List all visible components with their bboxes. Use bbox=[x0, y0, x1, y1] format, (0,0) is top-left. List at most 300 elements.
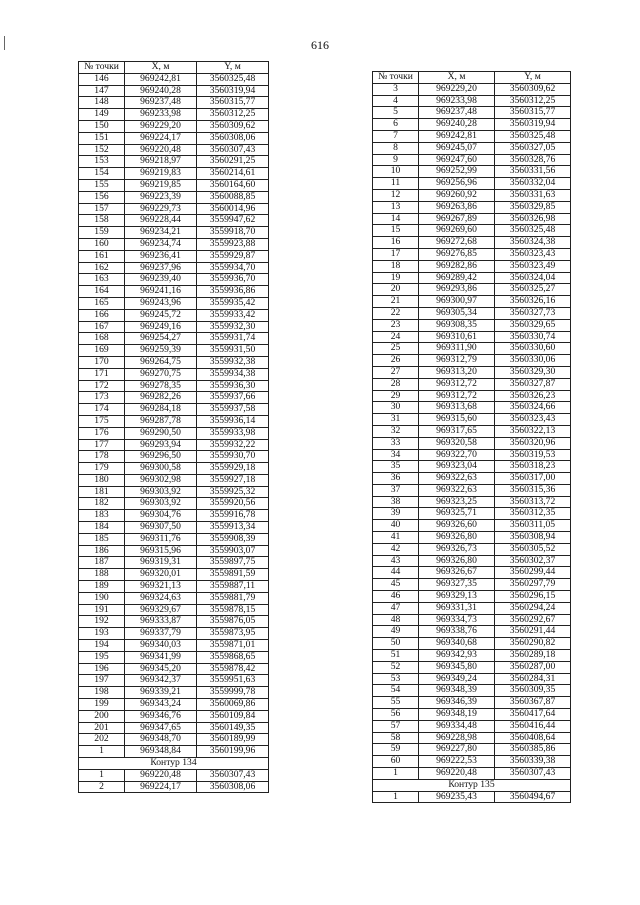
x-coordinate-cell: 969329,13 bbox=[419, 591, 495, 603]
y-coordinate-cell: 3560331,63 bbox=[495, 189, 571, 201]
y-coordinate-cell: 3560308,06 bbox=[197, 781, 269, 793]
y-coordinate-cell: 3559932,38 bbox=[197, 356, 269, 368]
x-coordinate-cell: 969242,81 bbox=[419, 130, 495, 142]
contour-row bbox=[79, 758, 269, 770]
x-coordinate-cell: 969317,65 bbox=[419, 425, 495, 437]
point-number-cell: 175 bbox=[79, 415, 125, 427]
table-row bbox=[79, 498, 269, 510]
table-row bbox=[373, 272, 571, 284]
y-coordinate-cell: 3560319,94 bbox=[197, 85, 269, 97]
x-coordinate-cell: 969322,63 bbox=[419, 473, 495, 485]
point-number-cell: 1 bbox=[79, 746, 125, 758]
x-coordinate-cell: 969269,60 bbox=[419, 225, 495, 237]
point-number-cell: 173 bbox=[79, 392, 125, 404]
point-number-cell: 197 bbox=[79, 675, 125, 687]
y-coordinate-cell: 3560307,43 bbox=[495, 768, 571, 780]
table-row bbox=[373, 178, 571, 190]
x-coordinate-cell: 969234,21 bbox=[125, 227, 197, 239]
y-coordinate-cell: 3560325,48 bbox=[495, 225, 571, 237]
table-row bbox=[79, 227, 269, 239]
x-coordinate-cell: 969245,72 bbox=[125, 309, 197, 321]
table-row bbox=[79, 120, 269, 132]
table-row bbox=[79, 85, 269, 97]
x-coordinate-cell: 969340,68 bbox=[419, 638, 495, 650]
point-number-cell: 59 bbox=[373, 744, 419, 756]
table-row bbox=[373, 591, 571, 603]
x-coordinate-cell: 969243,96 bbox=[125, 297, 197, 309]
x-coordinate-cell: 969300,97 bbox=[419, 296, 495, 308]
x-coordinate-cell: 969249,16 bbox=[125, 321, 197, 333]
table-row bbox=[373, 107, 571, 119]
x-coordinate-cell: 969263,86 bbox=[419, 201, 495, 213]
x-coordinate-cell: 969345,20 bbox=[125, 663, 197, 675]
table-row bbox=[79, 238, 269, 250]
point-number-cell: 54 bbox=[373, 685, 419, 697]
y-coordinate-cell: 3559913,34 bbox=[197, 522, 269, 534]
x-coordinate-cell: 969302,98 bbox=[125, 474, 197, 486]
y-coordinate-cell: 3560329,65 bbox=[495, 319, 571, 331]
x-coordinate-cell: 969304,76 bbox=[125, 510, 197, 522]
x-coordinate-cell: 969289,42 bbox=[419, 272, 495, 284]
y-coordinate-cell: 3560331,56 bbox=[495, 166, 571, 178]
table-row bbox=[79, 451, 269, 463]
table-row bbox=[373, 720, 571, 732]
point-number-cell: 195 bbox=[79, 651, 125, 663]
x-coordinate-cell: 969227,80 bbox=[419, 744, 495, 756]
table-row bbox=[79, 392, 269, 404]
point-number-cell: 200 bbox=[79, 710, 125, 722]
table-row bbox=[373, 260, 571, 272]
table-row bbox=[373, 791, 571, 803]
point-number-cell: 34 bbox=[373, 449, 419, 461]
x-coordinate-cell: 969326,60 bbox=[419, 520, 495, 532]
y-coordinate-cell: 3559930,70 bbox=[197, 451, 269, 463]
point-number-cell: 23 bbox=[373, 319, 419, 331]
x-coordinate-cell: 969315,96 bbox=[125, 545, 197, 557]
y-coordinate-cell: 3560289,18 bbox=[495, 650, 571, 662]
y-coordinate-cell: 3559903,07 bbox=[197, 545, 269, 557]
table-row bbox=[79, 297, 269, 309]
point-number-cell: 156 bbox=[79, 191, 125, 203]
x-coordinate-cell: 969229,20 bbox=[419, 83, 495, 95]
y-coordinate-cell: 3560319,53 bbox=[495, 449, 571, 461]
y-coordinate-cell: 3560299,44 bbox=[495, 567, 571, 579]
table-row bbox=[373, 661, 571, 673]
y-coordinate-cell: 3560326,23 bbox=[495, 390, 571, 402]
table-row bbox=[79, 191, 269, 203]
table-row bbox=[79, 333, 269, 345]
table-row bbox=[373, 331, 571, 343]
table-row bbox=[79, 569, 269, 581]
x-coordinate-cell: 969233,98 bbox=[419, 95, 495, 107]
y-coordinate-cell: 3560149,35 bbox=[197, 722, 269, 734]
point-number-cell: 13 bbox=[373, 201, 419, 213]
table-row bbox=[373, 225, 571, 237]
table-row bbox=[373, 390, 571, 402]
point-number-cell: 167 bbox=[79, 321, 125, 333]
y-coordinate-cell: 3559897,75 bbox=[197, 557, 269, 569]
point-number-cell: 36 bbox=[373, 473, 419, 485]
point-number-cell: 150 bbox=[79, 120, 125, 132]
y-coordinate-cell: 3560323,49 bbox=[495, 260, 571, 272]
point-number-cell: 57 bbox=[373, 720, 419, 732]
table-row bbox=[79, 144, 269, 156]
x-coordinate-cell: 969311,76 bbox=[125, 533, 197, 545]
y-coordinate-cell: 3559935,42 bbox=[197, 297, 269, 309]
y-coordinate-cell: 3559868,65 bbox=[197, 651, 269, 663]
x-coordinate-cell: 969339,21 bbox=[125, 687, 197, 699]
table-row bbox=[373, 296, 571, 308]
header-x: X, м bbox=[419, 72, 495, 84]
point-number-cell: 188 bbox=[79, 569, 125, 581]
x-coordinate-cell: 969220,48 bbox=[125, 769, 197, 781]
table-row bbox=[373, 414, 571, 426]
x-coordinate-cell: 969239,40 bbox=[125, 274, 197, 286]
table-row bbox=[79, 179, 269, 191]
y-coordinate-cell: 3560326,98 bbox=[495, 213, 571, 225]
table-row bbox=[79, 427, 269, 439]
x-coordinate-cell: 969276,85 bbox=[419, 248, 495, 260]
y-coordinate-cell: 3560088,85 bbox=[197, 191, 269, 203]
contour-label: Контур 135 bbox=[373, 779, 571, 791]
x-coordinate-cell: 969345,80 bbox=[419, 661, 495, 673]
y-coordinate-cell: 3560214,61 bbox=[197, 168, 269, 180]
point-number-cell: 42 bbox=[373, 543, 419, 555]
point-number-cell: 11 bbox=[373, 178, 419, 190]
point-number-cell: 39 bbox=[373, 508, 419, 520]
point-number-cell: 14 bbox=[373, 213, 419, 225]
y-coordinate-cell: 3560325,27 bbox=[495, 284, 571, 296]
y-coordinate-cell: 3560332,04 bbox=[495, 178, 571, 190]
y-coordinate-cell: 3560189,99 bbox=[197, 734, 269, 746]
point-number-cell: 148 bbox=[79, 97, 125, 109]
y-coordinate-cell: 3560315,77 bbox=[197, 97, 269, 109]
coordinates-table-right bbox=[372, 71, 571, 803]
point-number-cell: 15 bbox=[373, 225, 419, 237]
x-coordinate-cell: 969322,70 bbox=[419, 449, 495, 461]
table-row bbox=[79, 628, 269, 640]
y-coordinate-cell: 3560494,67 bbox=[495, 791, 571, 803]
table-row bbox=[373, 709, 571, 721]
y-coordinate-cell: 3560309,62 bbox=[197, 120, 269, 132]
table-row bbox=[79, 404, 269, 416]
point-number-cell: 170 bbox=[79, 356, 125, 368]
y-coordinate-cell: 3560014,96 bbox=[197, 203, 269, 215]
x-coordinate-cell: 969341,99 bbox=[125, 651, 197, 663]
x-coordinate-cell: 969329,67 bbox=[125, 604, 197, 616]
table-row bbox=[79, 486, 269, 498]
x-coordinate-cell: 969218,97 bbox=[125, 156, 197, 168]
x-coordinate-cell: 969237,96 bbox=[125, 262, 197, 274]
point-number-cell: 180 bbox=[79, 474, 125, 486]
x-coordinate-cell: 969293,94 bbox=[125, 439, 197, 451]
point-number-cell: 166 bbox=[79, 309, 125, 321]
x-coordinate-cell: 969229,73 bbox=[125, 203, 197, 215]
point-number-cell: 181 bbox=[79, 486, 125, 498]
point-number-cell: 147 bbox=[79, 85, 125, 97]
table-row bbox=[79, 474, 269, 486]
table-row bbox=[373, 425, 571, 437]
x-coordinate-cell: 969300,58 bbox=[125, 463, 197, 475]
table-row bbox=[79, 592, 269, 604]
x-coordinate-cell: 969272,68 bbox=[419, 237, 495, 249]
table-row bbox=[79, 168, 269, 180]
point-number-cell: 196 bbox=[79, 663, 125, 675]
point-number-cell: 159 bbox=[79, 227, 125, 239]
y-coordinate-cell: 3560069,86 bbox=[197, 699, 269, 711]
y-coordinate-cell: 3559876,05 bbox=[197, 616, 269, 628]
point-number-cell: 55 bbox=[373, 697, 419, 709]
y-coordinate-cell: 3559936,30 bbox=[197, 380, 269, 392]
y-coordinate-cell: 3560327,05 bbox=[495, 142, 571, 154]
table-header-row bbox=[373, 72, 571, 84]
point-number-cell: 1 bbox=[373, 768, 419, 780]
x-coordinate-cell: 969348,70 bbox=[125, 734, 197, 746]
x-coordinate-cell: 969222,53 bbox=[419, 756, 495, 768]
point-number-cell: 198 bbox=[79, 687, 125, 699]
x-coordinate-cell: 969311,90 bbox=[419, 343, 495, 355]
point-number-cell: 43 bbox=[373, 555, 419, 567]
x-coordinate-cell: 969270,75 bbox=[125, 368, 197, 380]
table-row bbox=[373, 95, 571, 107]
y-coordinate-cell: 3560315,77 bbox=[495, 107, 571, 119]
y-coordinate-cell: 3560324,04 bbox=[495, 272, 571, 284]
table-row bbox=[79, 581, 269, 593]
point-number-cell: 41 bbox=[373, 532, 419, 544]
x-coordinate-cell: 969256,96 bbox=[419, 178, 495, 190]
table-row bbox=[373, 437, 571, 449]
table-row bbox=[373, 697, 571, 709]
x-coordinate-cell: 969326,73 bbox=[419, 543, 495, 555]
y-coordinate-cell: 3559999,78 bbox=[197, 687, 269, 699]
table-row bbox=[79, 380, 269, 392]
point-number-cell: 10 bbox=[373, 166, 419, 178]
table-row bbox=[373, 154, 571, 166]
point-number-cell: 33 bbox=[373, 437, 419, 449]
coordinates-table-left bbox=[78, 61, 269, 793]
table-row bbox=[79, 109, 269, 121]
x-coordinate-cell: 969282,26 bbox=[125, 392, 197, 404]
table-row bbox=[373, 756, 571, 768]
x-coordinate-cell: 969224,17 bbox=[125, 132, 197, 144]
x-coordinate-cell: 969324,63 bbox=[125, 592, 197, 604]
x-coordinate-cell: 969322,63 bbox=[419, 484, 495, 496]
x-coordinate-cell: 969247,60 bbox=[419, 154, 495, 166]
y-coordinate-cell: 3559929,18 bbox=[197, 463, 269, 475]
y-coordinate-cell: 3559925,32 bbox=[197, 486, 269, 498]
table-row bbox=[373, 768, 571, 780]
table-row bbox=[373, 555, 571, 567]
point-number-cell: 186 bbox=[79, 545, 125, 557]
table-row bbox=[79, 710, 269, 722]
table-row bbox=[373, 189, 571, 201]
point-number-cell: 183 bbox=[79, 510, 125, 522]
point-number-cell: 29 bbox=[373, 390, 419, 402]
x-coordinate-cell: 969240,28 bbox=[419, 119, 495, 131]
point-number-cell: 56 bbox=[373, 709, 419, 721]
x-coordinate-cell: 969245,07 bbox=[419, 142, 495, 154]
header-y: Y, м bbox=[197, 62, 269, 74]
y-coordinate-cell: 3560323,43 bbox=[495, 248, 571, 260]
y-coordinate-cell: 3560329,85 bbox=[495, 201, 571, 213]
point-number-cell: 4 bbox=[373, 95, 419, 107]
point-number-cell: 174 bbox=[79, 404, 125, 416]
x-coordinate-cell: 969323,04 bbox=[419, 461, 495, 473]
point-number-cell: 53 bbox=[373, 673, 419, 685]
point-number-cell: 52 bbox=[373, 661, 419, 673]
x-coordinate-cell: 969343,24 bbox=[125, 699, 197, 711]
x-coordinate-cell: 969340,03 bbox=[125, 640, 197, 652]
table-row bbox=[79, 640, 269, 652]
table-row bbox=[373, 378, 571, 390]
point-number-cell: 172 bbox=[79, 380, 125, 392]
header-point: № точки bbox=[79, 62, 125, 74]
table-row bbox=[79, 250, 269, 262]
point-number-cell: 185 bbox=[79, 533, 125, 545]
y-coordinate-cell: 3560308,94 bbox=[495, 532, 571, 544]
table-row bbox=[373, 119, 571, 131]
point-number-cell: 161 bbox=[79, 250, 125, 262]
x-coordinate-cell: 969346,76 bbox=[125, 710, 197, 722]
y-coordinate-cell: 3559932,30 bbox=[197, 321, 269, 333]
table-row bbox=[373, 83, 571, 95]
y-coordinate-cell: 3560328,76 bbox=[495, 154, 571, 166]
y-coordinate-cell: 3560309,62 bbox=[495, 83, 571, 95]
table-row bbox=[79, 73, 269, 85]
point-number-cell: 51 bbox=[373, 650, 419, 662]
y-coordinate-cell: 3559933,98 bbox=[197, 427, 269, 439]
point-number-cell: 48 bbox=[373, 614, 419, 626]
y-coordinate-cell: 3559936,14 bbox=[197, 415, 269, 427]
x-coordinate-cell: 969307,50 bbox=[125, 522, 197, 534]
point-number-cell: 151 bbox=[79, 132, 125, 144]
point-number-cell: 60 bbox=[373, 756, 419, 768]
y-coordinate-cell: 3559947,62 bbox=[197, 215, 269, 227]
x-coordinate-cell: 969303,92 bbox=[125, 498, 197, 510]
table-row bbox=[373, 248, 571, 260]
x-coordinate-cell: 969293,86 bbox=[419, 284, 495, 296]
x-coordinate-cell: 969338,76 bbox=[419, 626, 495, 638]
table-row bbox=[79, 262, 269, 274]
x-coordinate-cell: 969240,28 bbox=[125, 85, 197, 97]
point-number-cell: 153 bbox=[79, 156, 125, 168]
x-coordinate-cell: 969334,48 bbox=[419, 720, 495, 732]
table-row bbox=[373, 614, 571, 626]
point-number-cell: 16 bbox=[373, 237, 419, 249]
x-coordinate-cell: 969305,34 bbox=[419, 307, 495, 319]
x-coordinate-cell: 969342,93 bbox=[419, 650, 495, 662]
table-row bbox=[79, 203, 269, 215]
y-coordinate-cell: 3560292,67 bbox=[495, 614, 571, 626]
table-row bbox=[79, 97, 269, 109]
x-coordinate-cell: 969312,72 bbox=[419, 378, 495, 390]
y-coordinate-cell: 3560330,74 bbox=[495, 331, 571, 343]
y-coordinate-cell: 3560312,25 bbox=[495, 95, 571, 107]
y-coordinate-cell: 3560315,36 bbox=[495, 484, 571, 496]
point-number-cell: 38 bbox=[373, 496, 419, 508]
y-coordinate-cell: 3560325,48 bbox=[197, 73, 269, 85]
x-coordinate-cell: 969326,80 bbox=[419, 555, 495, 567]
y-coordinate-cell: 3560339,38 bbox=[495, 756, 571, 768]
table-row bbox=[79, 781, 269, 793]
table-row bbox=[79, 415, 269, 427]
table-row bbox=[373, 508, 571, 520]
x-coordinate-cell: 969241,16 bbox=[125, 286, 197, 298]
x-coordinate-cell: 969326,80 bbox=[419, 532, 495, 544]
x-coordinate-cell: 969312,79 bbox=[419, 355, 495, 367]
table-row bbox=[373, 543, 571, 555]
point-number-cell: 164 bbox=[79, 286, 125, 298]
y-coordinate-cell: 3560199,96 bbox=[197, 746, 269, 758]
table-body bbox=[373, 83, 571, 803]
point-number-cell: 24 bbox=[373, 331, 419, 343]
point-number-cell: 6 bbox=[373, 119, 419, 131]
table-row bbox=[79, 522, 269, 534]
table-row bbox=[79, 274, 269, 286]
x-coordinate-cell: 969252,99 bbox=[419, 166, 495, 178]
x-coordinate-cell: 969327,35 bbox=[419, 579, 495, 591]
y-coordinate-cell: 3560367,87 bbox=[495, 697, 571, 709]
y-coordinate-cell: 3560302,37 bbox=[495, 555, 571, 567]
x-coordinate-cell: 969237,48 bbox=[419, 107, 495, 119]
x-coordinate-cell: 969348,19 bbox=[419, 709, 495, 721]
x-coordinate-cell: 969259,39 bbox=[125, 345, 197, 357]
y-coordinate-cell: 3560313,72 bbox=[495, 496, 571, 508]
table-row bbox=[79, 368, 269, 380]
point-number-cell: 169 bbox=[79, 345, 125, 357]
point-number-cell: 37 bbox=[373, 484, 419, 496]
y-coordinate-cell: 3560164,60 bbox=[197, 179, 269, 191]
y-coordinate-cell: 3560320,96 bbox=[495, 437, 571, 449]
y-coordinate-cell: 3560305,52 bbox=[495, 543, 571, 555]
point-number-cell: 177 bbox=[79, 439, 125, 451]
table-row bbox=[79, 746, 269, 758]
y-coordinate-cell: 3560323,43 bbox=[495, 414, 571, 426]
margin-mark bbox=[4, 36, 5, 50]
table-row bbox=[79, 651, 269, 663]
point-number-cell: 189 bbox=[79, 581, 125, 593]
x-coordinate-cell: 969342,37 bbox=[125, 675, 197, 687]
x-coordinate-cell: 969320,01 bbox=[125, 569, 197, 581]
point-number-cell: 22 bbox=[373, 307, 419, 319]
x-coordinate-cell: 969323,25 bbox=[419, 496, 495, 508]
y-coordinate-cell: 3559916,78 bbox=[197, 510, 269, 522]
x-coordinate-cell: 969219,83 bbox=[125, 168, 197, 180]
y-coordinate-cell: 3560317,00 bbox=[495, 473, 571, 485]
table-row bbox=[79, 604, 269, 616]
x-coordinate-cell: 969315,60 bbox=[419, 414, 495, 426]
point-number-cell: 158 bbox=[79, 215, 125, 227]
table-row bbox=[373, 579, 571, 591]
point-number-cell: 21 bbox=[373, 296, 419, 308]
x-coordinate-cell: 969319,31 bbox=[125, 557, 197, 569]
point-number-cell: 171 bbox=[79, 368, 125, 380]
y-coordinate-cell: 3560311,05 bbox=[495, 520, 571, 532]
table-row bbox=[79, 356, 269, 368]
point-number-cell: 182 bbox=[79, 498, 125, 510]
x-coordinate-cell: 969346,39 bbox=[419, 697, 495, 709]
y-coordinate-cell: 3560416,44 bbox=[495, 720, 571, 732]
point-number-cell: 28 bbox=[373, 378, 419, 390]
table-row bbox=[373, 366, 571, 378]
y-coordinate-cell: 3560291,25 bbox=[197, 156, 269, 168]
header-point: № точки bbox=[373, 72, 419, 84]
table-row bbox=[373, 567, 571, 579]
table-row bbox=[79, 132, 269, 144]
point-number-cell: 47 bbox=[373, 602, 419, 614]
table-row bbox=[373, 319, 571, 331]
point-number-cell: 7 bbox=[373, 130, 419, 142]
